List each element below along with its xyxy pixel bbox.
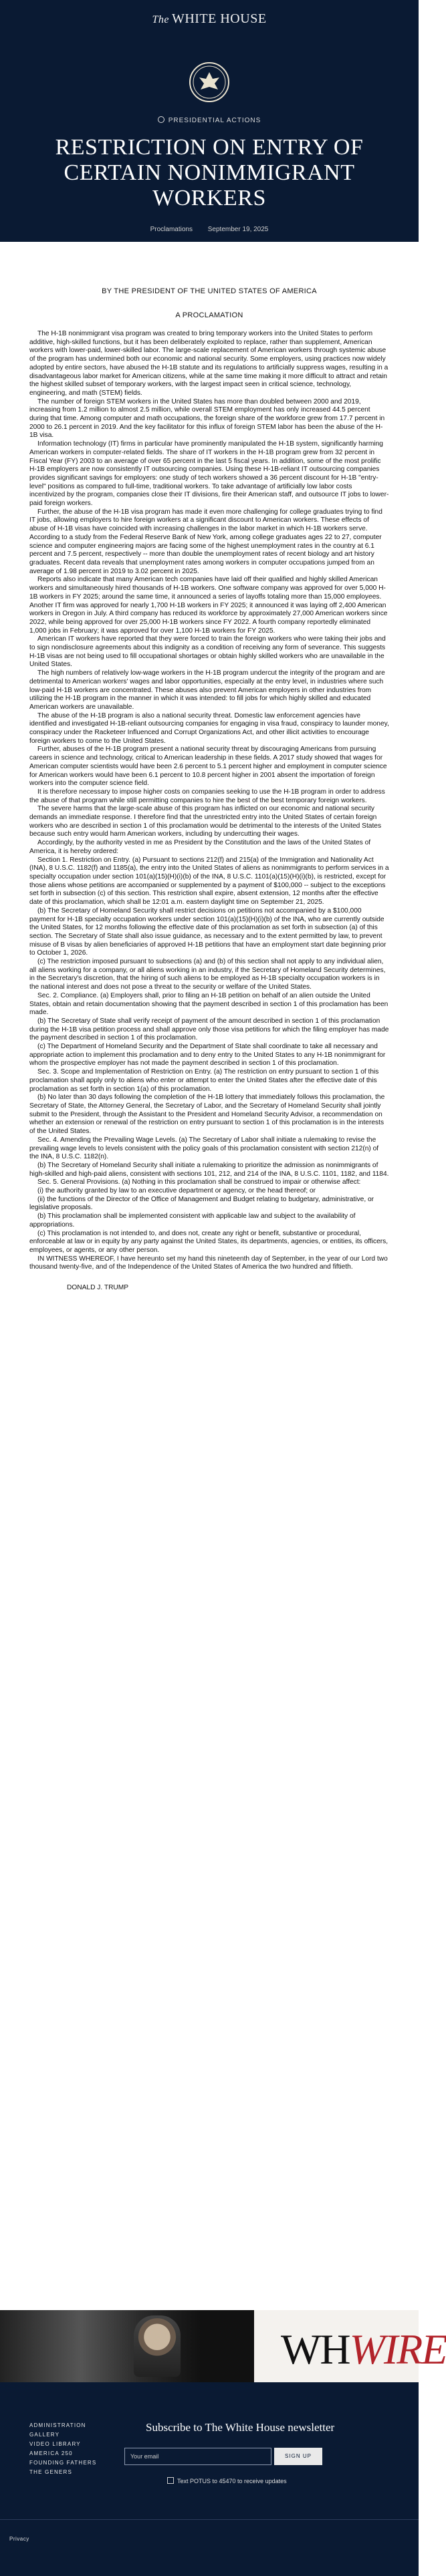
footer-nav-item[interactable]: THE GENERS xyxy=(29,2469,73,2475)
paragraph: It is therefore necessary to impose higher costs on companies seeking to use the H-1B program in order to address the abuse of that program while still permitting companies to hire the best of the best temporary foreign workers. xyxy=(29,788,385,804)
footer-nav xyxy=(29,2421,96,2477)
paragraph: (b) The Secretary of Homeland Security shall initiate a rulemaking to prioritize the admission as nonimmigrants of high-skilled and high-paid aliens, consistent with sections 101, 212, and 214 of the INA, 8 U.S.C. 1101, 1182, and 1184. xyxy=(29,1161,389,1178)
paragraph: Section 1. Restriction on Entry. (a) Pursuant to sections 212(f) and 215(a) of the Immigration and Nationality Act (INA), 8 U.S.C. 1182(f) and 1185(a), the entry into the United States of aliens as nonimmigrants to perform services in a specialty occupation under section 101(a)(15)(H)(i)(b) of the INA, 8 U.S.C. 1101(a)(15)(H)(i)(b), is restricted, except for those aliens whose petitions are accompanied or supplemented by a payment of $100,000 -- subject to the exceptions set forth in subsection (c) of this section. This restriction shall expire, absent extension, 12 months after the effective date of this proclamation, which shall be 12:01 a.m. eastern daylight time on September 21, 2025. xyxy=(29,856,389,907)
whwire-logo xyxy=(281,2325,446,2374)
site-footer xyxy=(0,2382,419,2576)
footer-nav-item[interactable]: AMERICA 250 xyxy=(29,2450,73,2456)
footer-nav-item[interactable]: ADMINISTRATION xyxy=(29,2422,86,2428)
paragraph: Information technology (IT) firms in particular have prominently manipulated the H-1B system, significantly harming American workers in computer-related fields. The share of IT workers in the H-1B program grew from 32 percent in Fiscal Year (FY) 2003 to an average of over 65 percent in the last 5 fiscal years. In addition, some of the most prolific H-1B employers are now consistently IT outsourcing companies. Using these H-1B-reliant IT outsourcing companies provides significant savings for employers: one study of tech workers showed a 36 percent discount for H-1B "entry-level" positions as compared to full-time, traditional workers. To take advantage of artificially low labor costs incentivized by the program, companies close their IT divisions, fire their American staff, and outsource IT jobs to lower-paid foreign workers. xyxy=(29,440,389,508)
portrait-image xyxy=(134,2315,181,2377)
paragraph-list xyxy=(29,330,389,1272)
page-title-line1: RESTRICTION ON ENTRY OF xyxy=(55,135,364,160)
signature: DONALD J. TRUMP xyxy=(67,1284,129,1292)
paragraph: (i) the authority granted by law to an executive department or agency, or the head thereof; or xyxy=(37,1187,316,1195)
site-title-the: The xyxy=(152,13,169,25)
footer-nav-item[interactable]: VIDEO LIBRARY xyxy=(29,2441,81,2447)
paragraph: Further, the abuse of the H-1B visa program has made it even more challenging for college graduates trying to find IT jobs, allowing employers to hire foreign workers at a significant discount to American workers. These effects of abuse of H-1B visas have coincided with increasing challenges in the labor market in which H-1B workers serve. According to a study from the Federal Reserve Bank of New York, among college graduates ages 22 to 27, computer science and computer engineering majors are facing some of the highest unemployment rates in the country at 6.1 percent and 7.5 percent, respectively -- more than double the unemployment rates of recent biology and art history graduates. Recent data reveals that unemployment rates among workers in computer occupations jumped from an average of 1.98 percent in 2019 to 3.02 percent in 2025. xyxy=(29,508,382,575)
paragraph: (c) The restriction imposed pursuant to subsections (a) and (b) of this section shall not apply to any individual alien, all aliens working for a company, or all aliens working in an industry, if the Secretary of Homeland Security determines, in the Secretary's discretion, that the hiring of such aliens to be employed as H-1B specialty occupation workers is in the national interest and does not pose a threat to the security or welfare of the United States. xyxy=(29,958,386,991)
footer-divider xyxy=(0,2519,419,2520)
whwire-banner[interactable] xyxy=(0,2310,446,2382)
whwire-logo-wire: WIRE xyxy=(349,2325,446,2373)
paragraph: (c) The Department of Homeland Security and the Department of State shall coordinate to take all necessary and appropriate action to implement this proclamation and to deny entry to the United States to any H-1B nonimmigrant for whom the prospective employer has not made the payment described in section 1 of this proclamation. xyxy=(29,1043,386,1068)
hero xyxy=(0,37,419,242)
paragraph: Accordingly, by the authority vested in me as President by the Constitution and the laws of the United States of America, it is hereby ordered: xyxy=(29,839,371,855)
site-title-name: WHITE HOUSE xyxy=(171,11,267,26)
category-text: PRESIDENTIAL ACTIONS xyxy=(168,117,261,124)
signup-button[interactable]: SIGN UP xyxy=(274,2448,322,2465)
article-body xyxy=(0,287,419,1291)
paragraph: Sec. 5. General Provisions. (a) Nothing in this proclamation shall be construed to impair or otherwise affect: xyxy=(37,1178,361,1186)
paragraph: IN WITNESS WHEREOF, I have hereunto set my hand this nineteenth day of September, in the year of our Lord two thousand twenty-five, and of the Independence of the United States of America the two hundred and fiftieth. xyxy=(29,1255,388,1271)
paragraph: Sec. 3. Scope and Implementation of Restriction on Entry. (a) The restriction on entry pursuant to section 1 of this proclamation shall apply only to aliens who enter or attempt to enter the United States after the effective date of this proclamation as set forth in section 1(a) of this proclamation. xyxy=(29,1068,379,1093)
page-title xyxy=(13,135,405,211)
sms-opt-in[interactable] xyxy=(167,2477,287,2484)
category-icon xyxy=(158,116,164,123)
paragraph: The H-1B nonimmigrant visa program was created to bring temporary workers into the United States to perform additive, high-skilled functions, but it has been deliberately exploited to replace, rather than supplement, American workers with lower-paid, lower-skilled labor. The large-scale replacement of American workers through systemic abuse of the program has undermined both our economic and national security. Some employers, using practices now widely adopted by entire sectors, have abused the H-1B statute and its regulations to artificially suppress wages, resulting in a disadvantageous labor market for American citizens, while at the same time making it more difficult to attract and retain the highest skilled subset of temporary workers, with the largest impact seen in critical science, technology, engineering, and math (STEM) fields. xyxy=(29,330,388,397)
paragraph: (b) The Secretary of Homeland Security shall restrict decisions on petitions not accompanied by a $100,000 payment for H-1B specialty occupation workers under section 101(a)(15)(H)(i)(b) of the INA, who are currently outside the United States, for 12 months following the effective date of this proclamation as set forth in subsection (a) of this section. The Secretary of State shall also issue guidance, as necessary and to the extent permitted by law, to prevent misuse of B visas by alien beneficiaries of approved H-1B petitions that have an employment start date beginning prior to October 1, 2026. xyxy=(29,907,386,957)
paragraph: (b) This proclamation shall be implemented consistent with applicable law and subject to the availability of appropriations. xyxy=(29,1213,356,1229)
presidential-seal-icon xyxy=(189,37,230,103)
category-label[interactable] xyxy=(0,116,419,124)
privacy-link[interactable]: Privacy xyxy=(9,2536,29,2542)
page-title-line2: CERTAIN NONIMMIGRANT WORKERS xyxy=(64,160,355,210)
paragraph: (c) This proclamation is not intended to, and does not, create any right or benefit, substantive or procedural, enforceable at law or in equity by any party against the United States, its departments, agencies, or entities, its officers, employees, or agents, or any other person. xyxy=(29,1229,388,1254)
document-heading: BY THE PRESIDENT OF THE UNITED STATES OF AMERICA xyxy=(102,287,317,295)
paragraph: Sec. 2. Compliance. (a) Employers shall, prior to filing an H-1B petition on behalf of an alien outside the United States, obtain and retain documentation showing that the payment described in section 1 of this proclamation has been made. xyxy=(29,991,388,1017)
sms-label: Text POTUS to 45470 to receive updates xyxy=(177,2478,287,2484)
paragraph: (ii) the functions of the Director of the Office of Management and Budget relating to budgetary, administrative, or legislative proposals. xyxy=(29,1195,374,1212)
site-header xyxy=(0,0,419,37)
footer-nav-item[interactable]: FOUNDING FATHERS xyxy=(29,2460,97,2466)
paragraph: Reports also indicate that many American tech companies have laid off their qualified and highly skilled American workers and simultaneously hired thousands of H-1B workers. One software company was approved for over 5,000 H-1B workers in FY 2025; around the same time, it announced a series of layoffs totaling more than 15,000 employees. Another IT firm was approved for nearly 1,700 H-1B workers in FY 2025; it announced it was laying off 2,400 American workers in Oregon in July. A third company has reduced its workforce by approximately 27,000 American workers since 2022, while being approved for over 25,000 H-1B workers since FY 2022. A fourth company reportedly eliminated 1,000 jobs in February; it was approved for over 1,100 H-1B workers for FY 2025. xyxy=(29,576,388,635)
paragraph: The abuse of the H-1B program is also a national security threat. Domestic law enforcement agencies have identified and investigated H-1B-reliant outsourcing companies for engaging in visa fraud, conspiracy to launder money, conspiracy under the Racketeer Influenced and Corrupt Organizations Act, and other illicit activities to encourage foreign workers to come to the United States. xyxy=(29,711,389,745)
document-subheading: A PROCLAMATION xyxy=(175,311,243,319)
newsletter-title: Subscribe to The White House newsletter xyxy=(146,2421,335,2434)
post-type-link[interactable]: Proclamations xyxy=(150,226,193,233)
footer-nav-item[interactable]: GALLERY xyxy=(29,2432,60,2438)
paragraph: (b) No later than 30 days following the completion of the H-1B lottery that immediately follows this proclamation, the Secretary of State, the Attorney General, the Secretary of Labor, and the Secretary of Homeland Security shall jointly submit to the President, through the Assistant to the President and Homeland Security Advisor, a recommendation on whether an extension or renewal of the restriction on entry pursuant to section 1 of this proclamation is in the interests of the United States. xyxy=(29,1094,385,1136)
paragraph: The number of foreign STEM workers in the United States has more than doubled between 2000 and 2019, increasing from 1.2 million to almost 2.5 million, while overall STEM employment has only increased 44.5 percent during that time. Among computer and math occupations, the foreign share of the workforce grew from 17.7 percent in 2000 to 26.1 percent in 2019. And the key facilitator for this influx of foreign STEM labor has been the abuse of the H-1B visa. xyxy=(29,397,385,440)
paragraph: (b) The Secretary of State shall verify receipt of payment of the amount described in section 1 of this proclamation during the H-1B visa petition process and shall approve only those visa petitions for which the filing employer has made the payment described in section 1 of this proclamation. xyxy=(29,1017,389,1042)
sms-checkbox[interactable] xyxy=(167,2477,174,2484)
post-meta xyxy=(0,226,419,233)
paragraph: Further, abuses of the H-1B program present a national security threat by discouraging Americans from pursuing careers in science and technology, critical to American leadership in these fields. A 2017 study showed that wages for American computer scientists would have been 2.6 percent to 5.1 percent higher and employment in computer science for American workers would have been 6.1 percent to 10.8 percent higher in 2001 absent the importation of foreign workers into the computer science field. xyxy=(29,746,387,788)
site-logo[interactable] xyxy=(152,11,266,27)
paragraph: American IT workers have reported that they were forced to train the foreign workers who were taking their jobs and to sign nondisclosure agreements about this indignity as a condition of receiving any form of severance. This suggests H-1B visas are not being used to fill occupational shortages or obtain highly skilled workers who are unavailable in the United States. xyxy=(29,635,386,669)
paragraph: The severe harms that the large-scale abuse of this program has inflicted on our economic and national security demands an immediate response. I therefore find that the unrestricted entry into the United States of certain foreign workers who are described in section 1 of this proclamation would be detrimental to the interests of the United States because such entry would harm American workers, including by undercutting their wages. xyxy=(29,805,382,838)
post-date: September 19, 2025 xyxy=(207,226,269,233)
email-input[interactable]: Your email xyxy=(124,2448,271,2465)
paragraph: The high numbers of relatively low-wage workers in the H-1B program undercut the integrity of the program and are detrimental to American workers' wages and labor opportunities, especially at the entry level, in industries where such low-paid H-1B workers are concentrated. These abuses also prevent American employers in other industries from utilizing the H-1B program in the manner in which it was intended: to fill jobs for which highly skilled and educated American workers are unavailable. xyxy=(29,669,385,711)
whwire-logo-wh: WH xyxy=(281,2325,350,2373)
paragraph: Sec. 4. Amending the Prevailing Wage Levels. (a) The Secretary of Labor shall initiate a rulemaking to revise the prevailing wage levels to levels consistent with the policy goals of this proclamation consistent with section 212(n) of the INA, 8 U.S.C. 1182(n). xyxy=(29,1136,379,1161)
